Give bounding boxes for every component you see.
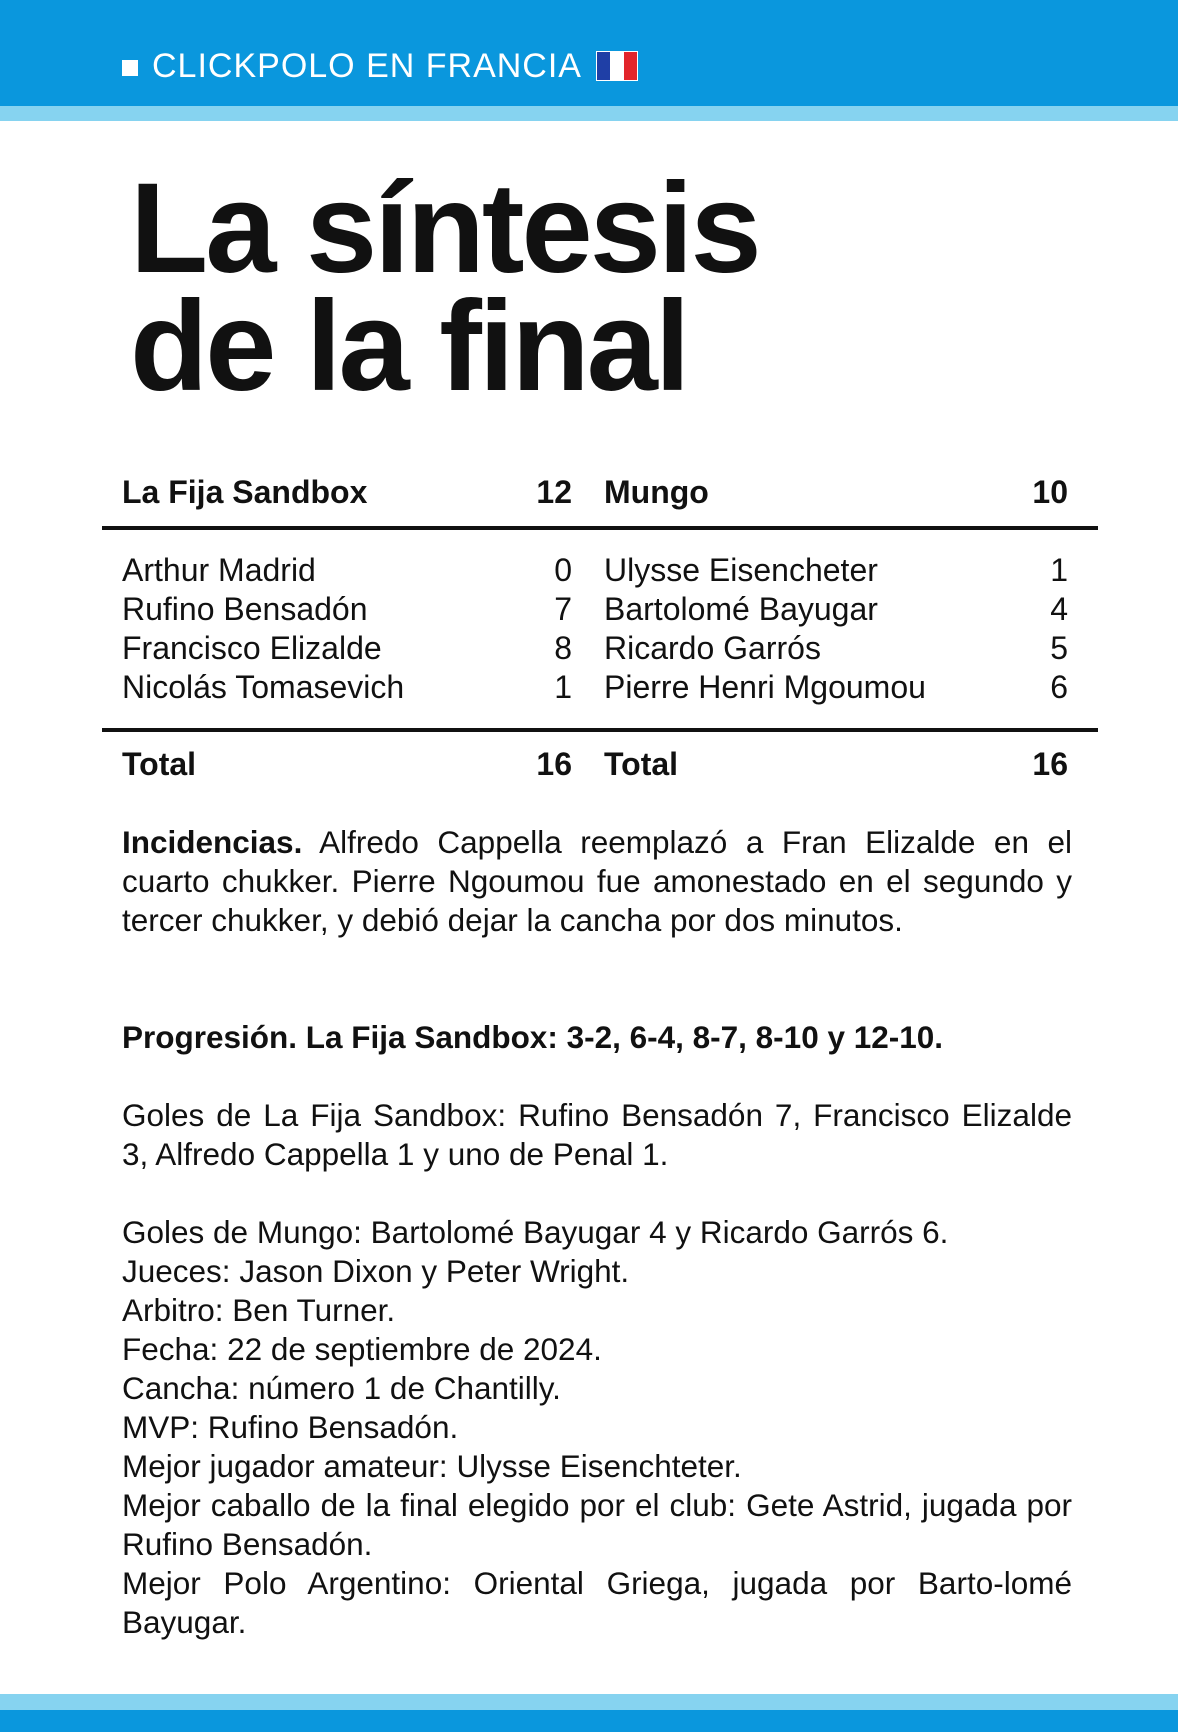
team-a-player-goals: 8 — [554, 630, 572, 666]
detail-value: Jason Dixon y Peter Wright. — [239, 1253, 630, 1289]
detail-label: MVP: — [122, 1409, 200, 1445]
goles-fija-text: Rufino Bensadón 7, Francisco Elizalde 3, Alfredo Cappella 1 y uno de Penal 1. — [122, 1097, 1072, 1172]
detail-label: Mejor caballo de la final elegido por el club: — [122, 1487, 737, 1523]
detail-jueces — [122, 1252, 1072, 1291]
detail-label: Goles de Mungo: — [122, 1214, 362, 1250]
incidencias-label: Incidencias. — [122, 824, 303, 860]
detail-arbitro — [122, 1291, 1072, 1330]
section-label-text: CLICKPOLO EN FRANCIA — [152, 46, 582, 85]
detail-goles-mungo — [122, 1213, 1072, 1252]
team-a-player-goals: 0 — [554, 552, 572, 588]
scoreboard-divider-top — [102, 526, 1098, 530]
detail-value: Bartolomé Bayugar 4 y Ricardo Garrós 6. — [370, 1214, 949, 1250]
detail-fecha — [122, 1330, 1072, 1369]
scoreboard-divider-bottom — [102, 728, 1098, 732]
detail-value: Ulysse Eisenchteter. — [456, 1448, 742, 1484]
goles-fija-label: Goles de La Fija Sandbox: — [122, 1097, 507, 1133]
team-b-player-goals: 1 — [1050, 552, 1068, 588]
team-a-player-goals: 7 — [554, 591, 572, 627]
team-b-total-value: 16 — [1032, 746, 1068, 782]
square-bullet-icon — [122, 60, 138, 76]
detail-value: Rufino Bensadón. — [207, 1409, 459, 1445]
progresion-paragraph — [122, 1018, 1072, 1057]
section-label — [122, 46, 638, 86]
detail-label: Mejor Polo Argentino: — [122, 1565, 451, 1601]
team-a-player-name: Rufino Bensadón — [122, 591, 368, 627]
team-b-player-goals: 6 — [1050, 669, 1068, 705]
detail-label: Cancha: — [122, 1370, 240, 1406]
team-b-player-name: Ricardo Garrós — [604, 630, 821, 666]
incidencias-paragraph — [122, 823, 1072, 940]
team-a-player-name: Nicolás Tomasevich — [122, 669, 405, 705]
detail-value: Gete Astrid, jugada por Rufino Bensadón. — [122, 1487, 1072, 1562]
team-b-player-goals: 5 — [1050, 630, 1068, 666]
detail-value: Oriental Griega, jugada por Barto-lomé Bayugar. — [122, 1565, 1072, 1640]
footer-bar — [0, 1710, 1178, 1732]
team-b-player-name: Pierre Henri Mgoumou — [604, 669, 926, 705]
detail-mvp — [122, 1408, 1072, 1447]
team-b-player-name: Bartolomé Bayugar — [604, 591, 878, 627]
page-title — [130, 157, 759, 418]
team-b-total-label: Total — [604, 746, 679, 782]
france-flag-icon — [596, 51, 638, 81]
title-line-2: de la final — [130, 275, 688, 418]
match-details — [122, 1213, 1072, 1642]
detail-mejor-jugador-amateur — [122, 1447, 1072, 1486]
detail-label: Mejor jugador amateur: — [122, 1448, 448, 1484]
detail-label: Fecha: — [122, 1331, 219, 1367]
title-line-1: La síntesis — [130, 157, 759, 300]
detail-mejor-polo-argentino — [122, 1564, 1072, 1642]
footer-stripe — [0, 1694, 1178, 1710]
detail-value: 22 de septiembre de 2024. — [227, 1331, 602, 1367]
team-a-player-name: Arthur Madrid — [122, 552, 316, 588]
detail-cancha — [122, 1369, 1072, 1408]
team-b-player-name: Ulysse Eisencheter — [604, 552, 878, 588]
incidencias-text: Alfredo Cappella reemplazó a Fran Elizalde en el cuarto chukker. Pierre Ngoumou fue amonestado en el segundo y tercer chukker, y debió dejar la cancha por dos minutos. — [122, 824, 1072, 938]
detail-value: número 1 de Chantilly. — [248, 1370, 561, 1406]
team-b-player-goals: 4 — [1050, 591, 1068, 627]
team-a-score: 12 — [536, 474, 572, 510]
team-a-total-label: Total — [122, 746, 197, 782]
team-b-name: Mungo — [604, 474, 709, 510]
team-a-player-name: Francisco Elizalde — [122, 630, 382, 666]
goles-fija-paragraph — [122, 1096, 1072, 1174]
team-a-total-value: 16 — [536, 746, 572, 782]
team-a-player-goals: 1 — [554, 669, 572, 705]
detail-label: Jueces: — [122, 1253, 231, 1289]
detail-value: Ben Turner. — [232, 1292, 396, 1328]
team-b-score: 10 — [1032, 474, 1068, 510]
progresion-text: Progresión. La Fija Sandbox: 3-2, 6-4, 8-7, 8-10 y 12-10. — [122, 1019, 944, 1055]
team-a-name: La Fija Sandbox — [122, 474, 368, 510]
detail-mejor-caballo — [122, 1486, 1072, 1564]
header-stripe — [0, 106, 1178, 121]
detail-label: Arbitro: — [122, 1292, 224, 1328]
